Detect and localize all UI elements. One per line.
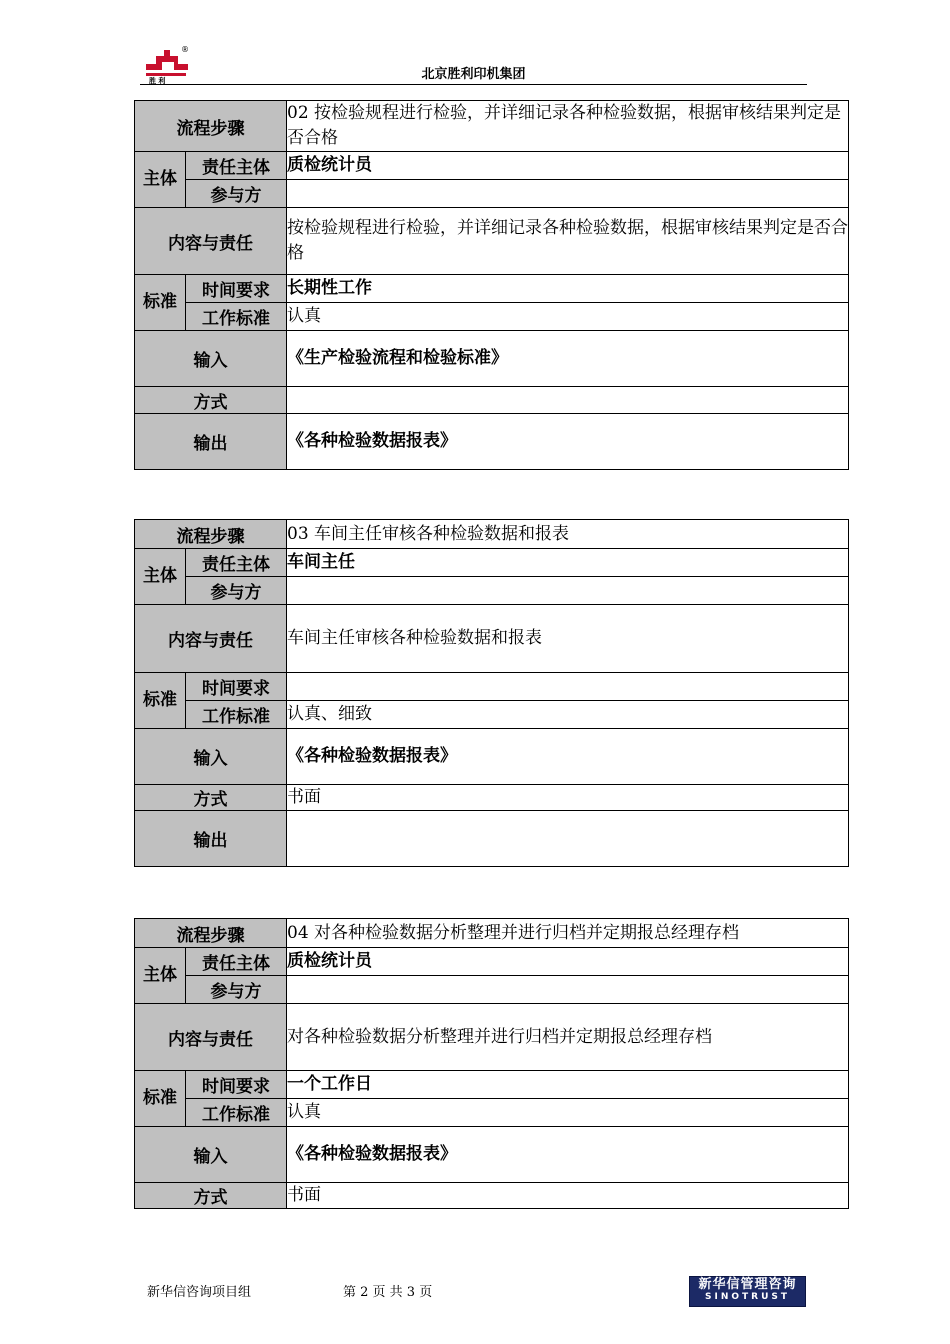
- label-output: 输出: [135, 414, 287, 470]
- label-participant: 参与方: [186, 976, 287, 1004]
- label-responsible: 责任主体: [186, 948, 287, 976]
- label-subject: 主体: [135, 948, 186, 1004]
- work-standard-value: 认真: [287, 303, 849, 331]
- label-input: 输入: [135, 331, 287, 387]
- label-subject: 主体: [135, 152, 186, 208]
- label-work-standard: 工作标准: [186, 1099, 287, 1127]
- company-name: 北京胜利印机集团: [421, 67, 526, 82]
- label-responsible: 责任主体: [186, 549, 287, 577]
- time-value: 一个工作日: [287, 1071, 849, 1099]
- input-value: 《生产检验流程和检验标准》: [287, 331, 849, 387]
- sinotrust-logo-en: SINOTRUST: [704, 1292, 790, 1302]
- method-value: 书面: [287, 1183, 849, 1209]
- step-table-04: [134, 918, 849, 1209]
- step-table-03: [134, 519, 849, 867]
- time-value: [287, 673, 849, 701]
- participant-value: [287, 976, 849, 1004]
- label-time: 时间要求: [186, 673, 287, 701]
- label-work-standard: 工作标准: [186, 303, 287, 331]
- label-step: 流程步骤: [135, 919, 287, 948]
- time-value: 长期性工作: [287, 275, 849, 303]
- label-participant: 参与方: [186, 180, 287, 208]
- label-standard: 标准: [135, 1071, 186, 1127]
- work-standard-value: 认真、细致: [287, 701, 849, 729]
- step-value: 02 按检验规程进行检验，并详细记录各种检验数据，根据审核结果判定是否合格: [287, 101, 849, 152]
- responsible-value: 质检统计员: [287, 948, 849, 976]
- sinotrust-logo: [689, 1276, 806, 1307]
- label-time: 时间要求: [186, 1071, 287, 1099]
- page-number: 第 2 页 共 3 页: [343, 1285, 433, 1300]
- input-value: 《各种检验数据报表》: [287, 729, 849, 785]
- step-value: 04 对各种检验数据分析整理并进行归档并定期报总经理存档: [287, 919, 849, 948]
- participant-value: [287, 577, 849, 605]
- content-value: 按检验规程进行检验，并详细记录各种检验数据，根据审核结果判定是否合格: [287, 208, 849, 275]
- label-output: 输出: [135, 811, 287, 867]
- registered-mark: ®: [181, 45, 189, 54]
- page-header: [140, 44, 807, 85]
- label-step: 流程步骤: [135, 520, 287, 549]
- label-method: 方式: [135, 785, 287, 811]
- output-value: [287, 811, 849, 867]
- label-content: 内容与责任: [135, 605, 287, 673]
- footer-group: 新华信咨询项目组: [147, 1285, 252, 1300]
- output-value: 《各种检验数据报表》: [287, 414, 849, 470]
- label-time: 时间要求: [186, 275, 287, 303]
- responsible-value: 车间主任: [287, 549, 849, 577]
- input-value: 《各种检验数据报表》: [287, 1127, 849, 1183]
- step-table-02: [134, 100, 849, 470]
- label-content: 内容与责任: [135, 1004, 287, 1071]
- method-value: [287, 387, 849, 414]
- step-value: 03 车间主任审核各种检验数据和报表: [287, 520, 849, 549]
- content-value: 车间主任审核各种检验数据和报表: [287, 605, 849, 673]
- label-method: 方式: [135, 387, 287, 414]
- content-value: 对各种检验数据分析整理并进行归档并定期报总经理存档: [287, 1004, 849, 1071]
- method-value: 书面: [287, 785, 849, 811]
- label-subject: 主体: [135, 549, 186, 605]
- label-method: 方式: [135, 1183, 287, 1209]
- responsible-value: 质检统计员: [287, 152, 849, 180]
- logo-text: 胜 利: [149, 77, 166, 84]
- label-responsible: 责任主体: [186, 152, 287, 180]
- label-input: 输入: [135, 729, 287, 785]
- label-step: 流程步骤: [135, 101, 287, 152]
- label-content: 内容与责任: [135, 208, 287, 275]
- label-input: 输入: [135, 1127, 287, 1183]
- participant-value: [287, 180, 849, 208]
- sinotrust-logo-cn: 新华信管理咨询: [698, 1277, 797, 1292]
- label-participant: 参与方: [186, 577, 287, 605]
- label-work-standard: 工作标准: [186, 701, 287, 729]
- label-standard: 标准: [135, 673, 186, 729]
- work-standard-value: 认真: [287, 1099, 849, 1127]
- label-standard: 标准: [135, 275, 186, 331]
